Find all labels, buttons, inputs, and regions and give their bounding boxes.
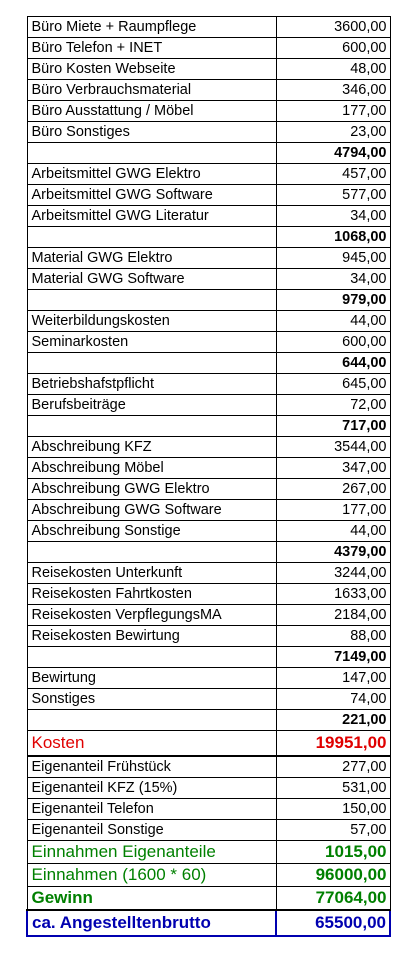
subtotal-row [27, 353, 390, 374]
row-label [27, 542, 276, 563]
table-row [27, 248, 390, 269]
row-amount: 34,00 [276, 206, 390, 227]
row-amount: 3244,00 [276, 563, 390, 584]
row-label: Einnahmen Eigenanteile [27, 841, 276, 864]
row-label [27, 143, 276, 164]
row-amount: 7149,00 [276, 647, 390, 668]
row-label: Arbeitsmittel GWG Software [27, 185, 276, 206]
row-label: Gewinn [27, 887, 276, 911]
table-row [27, 122, 390, 143]
table-row [27, 395, 390, 416]
table-row [27, 820, 390, 841]
table-row [27, 668, 390, 689]
row-amount: 717,00 [276, 416, 390, 437]
row-amount: 600,00 [276, 38, 390, 59]
row-amount: 600,00 [276, 332, 390, 353]
row-amount: 34,00 [276, 269, 390, 290]
table-row [27, 80, 390, 101]
table-row [27, 521, 390, 542]
row-amount: 945,00 [276, 248, 390, 269]
row-label: Büro Kosten Webseite [27, 59, 276, 80]
row-label: Büro Miete + Raumpflege [27, 17, 276, 38]
row-amount: 150,00 [276, 799, 390, 820]
row-amount: 4794,00 [276, 143, 390, 164]
row-amount: 1068,00 [276, 227, 390, 248]
table-row [27, 799, 390, 820]
row-label: Material GWG Software [27, 269, 276, 290]
row-label: Reisekosten Unterkunft [27, 563, 276, 584]
blue-total-row [27, 910, 390, 936]
row-amount: 147,00 [276, 668, 390, 689]
row-amount: 177,00 [276, 500, 390, 521]
row-label [27, 353, 276, 374]
green-total-row [27, 841, 390, 864]
row-amount: 77064,00 [276, 887, 390, 911]
table-row [27, 584, 390, 605]
row-amount: 4379,00 [276, 542, 390, 563]
subtotal-row [27, 647, 390, 668]
table-row [27, 500, 390, 521]
row-label [27, 710, 276, 731]
row-label: Reisekosten Bewirtung [27, 626, 276, 647]
green-bold-total-row [27, 887, 390, 911]
row-label: Reisekosten Fahrtkosten [27, 584, 276, 605]
cost-table [26, 16, 391, 937]
table-row [27, 756, 390, 778]
table-row [27, 689, 390, 710]
row-amount: 44,00 [276, 521, 390, 542]
row-label: Arbeitsmittel GWG Elektro [27, 164, 276, 185]
row-amount: 1015,00 [276, 841, 390, 864]
row-amount: 177,00 [276, 101, 390, 122]
subtotal-row [27, 227, 390, 248]
green-total-row [27, 864, 390, 887]
row-amount: 19951,00 [276, 731, 390, 757]
row-amount: 346,00 [276, 80, 390, 101]
row-amount: 267,00 [276, 479, 390, 500]
table-row [27, 563, 390, 584]
table-row [27, 374, 390, 395]
row-amount: 531,00 [276, 778, 390, 799]
row-label: Arbeitsmittel GWG Literatur [27, 206, 276, 227]
row-label: Abschreibung GWG Elektro [27, 479, 276, 500]
row-amount: 23,00 [276, 122, 390, 143]
row-label [27, 290, 276, 311]
row-label: Abschreibung GWG Software [27, 500, 276, 521]
row-label: Eigenanteil Telefon [27, 799, 276, 820]
row-amount: 74,00 [276, 689, 390, 710]
table-row [27, 311, 390, 332]
row-label: Betriebshafstpflicht [27, 374, 276, 395]
row-label: Kosten [27, 731, 276, 757]
row-amount: 96000,00 [276, 864, 390, 887]
table-row [27, 269, 390, 290]
row-amount: 44,00 [276, 311, 390, 332]
table-row [27, 101, 390, 122]
table-row [27, 458, 390, 479]
row-amount: 3600,00 [276, 17, 390, 38]
subtotal-row [27, 542, 390, 563]
table-row [27, 206, 390, 227]
cost-table-body [27, 17, 390, 937]
row-label: Abschreibung Möbel [27, 458, 276, 479]
row-label [27, 416, 276, 437]
subtotal-row [27, 416, 390, 437]
row-label: Seminarkosten [27, 332, 276, 353]
table-row [27, 164, 390, 185]
row-amount: 221,00 [276, 710, 390, 731]
row-amount: 1633,00 [276, 584, 390, 605]
row-amount: 457,00 [276, 164, 390, 185]
row-amount: 644,00 [276, 353, 390, 374]
row-label: Büro Verbrauchsmaterial [27, 80, 276, 101]
subtotal-row [27, 290, 390, 311]
subtotal-row [27, 710, 390, 731]
table-row [27, 332, 390, 353]
row-label: Weiterbildungskosten [27, 311, 276, 332]
row-amount: 72,00 [276, 395, 390, 416]
table-row [27, 185, 390, 206]
row-label: Abschreibung Sonstige [27, 521, 276, 542]
row-label [27, 647, 276, 668]
table-row [27, 778, 390, 799]
row-amount: 645,00 [276, 374, 390, 395]
table-row [27, 605, 390, 626]
table-row [27, 59, 390, 80]
table-row [27, 437, 390, 458]
row-amount: 347,00 [276, 458, 390, 479]
kosten-total-row [27, 731, 390, 757]
row-label: Büro Ausstattung / Möbel [27, 101, 276, 122]
table-row [27, 479, 390, 500]
row-amount: 65500,00 [276, 910, 390, 936]
table-row [27, 626, 390, 647]
row-label: Berufsbeiträge [27, 395, 276, 416]
row-label: Bewirtung [27, 668, 276, 689]
row-label: ca. Angestelltenbrutto [27, 910, 276, 936]
row-amount: 277,00 [276, 756, 390, 778]
table-row [27, 38, 390, 59]
row-amount: 577,00 [276, 185, 390, 206]
row-amount: 48,00 [276, 59, 390, 80]
row-amount: 3544,00 [276, 437, 390, 458]
row-label: Reisekosten VerpflegungsMA [27, 605, 276, 626]
row-label [27, 227, 276, 248]
row-amount: 979,00 [276, 290, 390, 311]
row-label: Eigenanteil Sonstige [27, 820, 276, 841]
row-label: Sonstiges [27, 689, 276, 710]
row-label: Einnahmen (1600 * 60) [27, 864, 276, 887]
row-amount: 57,00 [276, 820, 390, 841]
row-label: Eigenanteil Frühstück [27, 756, 276, 778]
table-row [27, 17, 390, 38]
row-label: Büro Telefon + INET [27, 38, 276, 59]
row-label: Abschreibung KFZ [27, 437, 276, 458]
row-label: Büro Sonstiges [27, 122, 276, 143]
row-amount: 2184,00 [276, 605, 390, 626]
row-label: Material GWG Elektro [27, 248, 276, 269]
row-amount: 88,00 [276, 626, 390, 647]
subtotal-row [27, 143, 390, 164]
row-label: Eigenanteil KFZ (15%) [27, 778, 276, 799]
